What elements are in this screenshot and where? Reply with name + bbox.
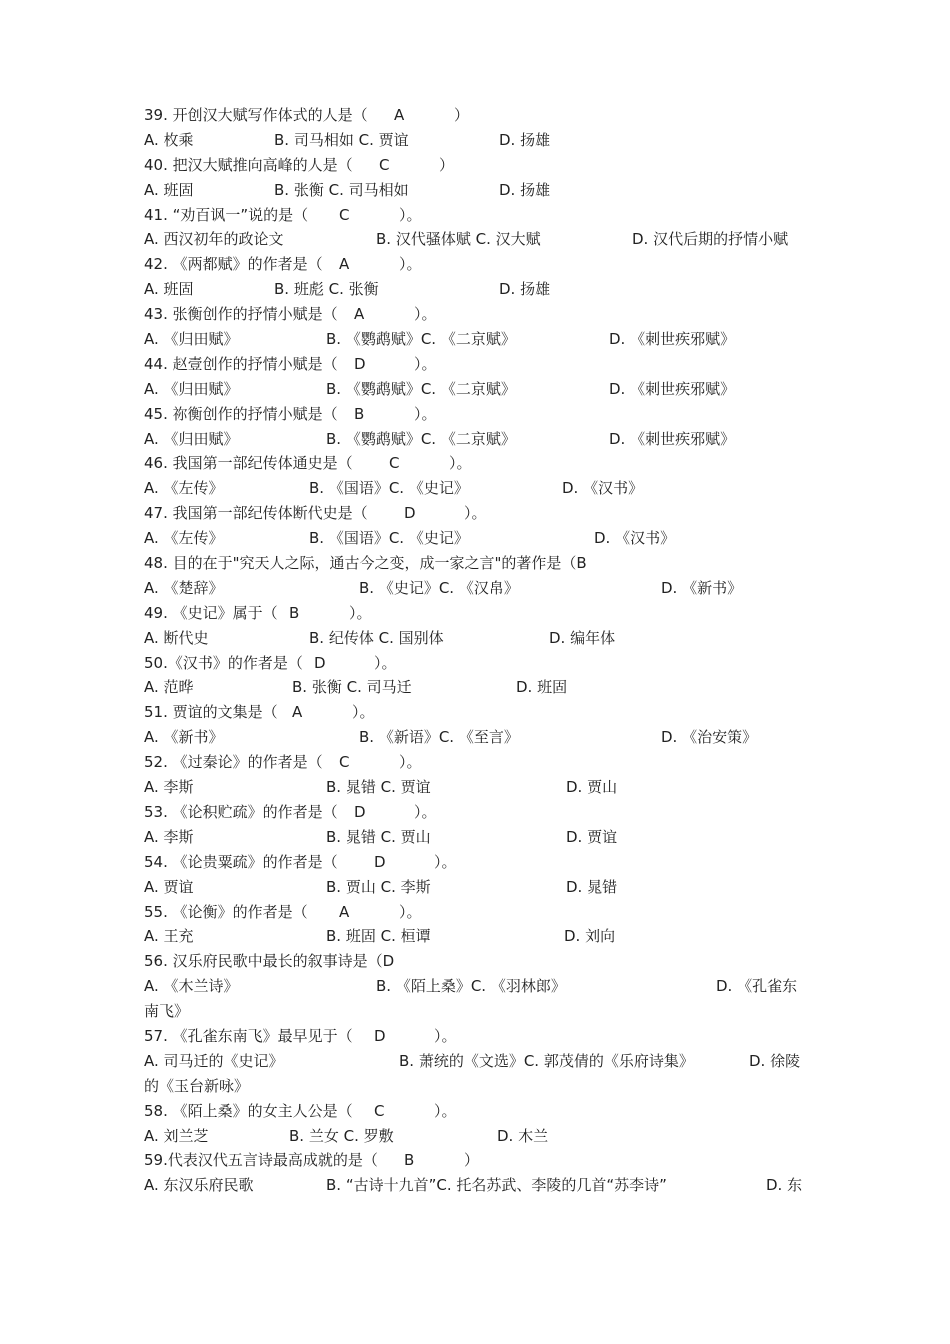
option-text: A. 东汉乐府民歌 (144, 1176, 254, 1195)
option-text: D. 徐陵 (749, 1051, 801, 1070)
question-close: ）。 (349, 603, 372, 622)
question-text: 58. 《陌上桑》的女主人公是（ (144, 1101, 353, 1120)
option-text: D. 刘向 (564, 927, 616, 946)
question-close: ）。 (399, 255, 422, 274)
option-text: A. 《楚辞》 (144, 578, 224, 597)
answer-letter: C (339, 753, 350, 772)
option-text: B. 萧统的《文选》C. 郭茂倩的《乐府诗集》 (399, 1051, 694, 1070)
options-line (144, 576, 814, 601)
option-text: A. 《木兰诗》 (144, 977, 239, 996)
question-text: 43. 张衡创作的抒情小赋是（ (144, 305, 338, 324)
question-close: ）。 (374, 653, 397, 672)
option-text: B. 《鹦鹉赋》C. 《二京赋》 (326, 429, 516, 448)
question-text: 53. 《论积贮疏》的作者是（ (144, 802, 338, 821)
question-text: 39. 开创汉大赋写作体式的人是（ (144, 106, 368, 124)
option-text: B. “古诗十九首”C. 托名苏武、李陵的几首“苏李诗” (326, 1176, 667, 1195)
options-line (144, 924, 814, 949)
option-text: A. 枚乘 (144, 130, 194, 149)
option-text: A. 西汉初年的政论文 (144, 230, 284, 249)
question-text: 44. 赵壹创作的抒情小赋是（ (144, 354, 338, 373)
question-close: ）。 (464, 504, 487, 523)
question-line (144, 750, 814, 775)
options-line (144, 427, 814, 452)
option-text: B. 贾山 C. 李斯 (326, 877, 431, 896)
option-text: A. 班固 (144, 180, 194, 199)
option-text: B. 汉代骚体赋 C. 汉大赋 (376, 230, 541, 249)
question-text: 42. 《两都赋》的作者是（ (144, 255, 323, 274)
option-text: D. 汉代后期的抒情小赋 (632, 230, 789, 249)
option-text: D. 《刺世疾邪赋》 (609, 379, 736, 398)
option-text: B. 《鹦鹉赋》C. 《二京赋》 (326, 330, 516, 349)
question-line (144, 850, 814, 875)
question-line (144, 153, 814, 178)
question-close: ）。 (449, 454, 472, 473)
option-text: B. 《新语》C. 《至言》 (359, 728, 519, 747)
option-text: A. 李斯 (144, 827, 194, 846)
option-text: D. 东 (766, 1176, 803, 1195)
answer-letter: A (339, 902, 350, 921)
option-text: D. 扬雄 (499, 130, 551, 149)
option-text: B. 纪传体 C. 国别体 (309, 628, 444, 647)
options-line (144, 1173, 814, 1198)
question-close: ）。 (414, 404, 437, 423)
option-text: D. 贾山 (566, 778, 618, 797)
question-line (144, 352, 814, 377)
question-text: 54. 《论贵粟疏》的作者是（ (144, 852, 338, 871)
option-text: B. 兰女 C. 罗敷 (289, 1126, 394, 1145)
question-text: 52. 《过秦论》的作者是（ (144, 753, 323, 772)
options-line (144, 227, 814, 252)
answer-letter: C (389, 454, 400, 473)
options-line (144, 1124, 814, 1149)
answer-letter: A (354, 305, 365, 324)
option-text: A. 范晔 (144, 678, 194, 697)
option-text: A. 《左传》 (144, 479, 224, 498)
option-text: A. 《归田赋》 (144, 429, 239, 448)
options-line (144, 526, 814, 551)
option-text: A. 贾谊 (144, 877, 194, 896)
option-text: A. 班固 (144, 280, 194, 299)
option-text: A. 《归田赋》 (144, 330, 239, 349)
option-text: D. 编年体 (549, 628, 616, 647)
question-close: ）。 (414, 802, 437, 821)
option-text: B. 《史记》C. 《汉帛》 (359, 578, 519, 597)
question-text: 56. 汉乐府民歌中最长的叙事诗是（D (144, 952, 395, 971)
options-line (144, 775, 814, 800)
question-text: 45. 祢衡创作的抒情小赋是（ (144, 404, 338, 423)
option-text: B. 班彪 C. 张衡 (274, 280, 379, 299)
answer-letter: C (374, 1101, 385, 1120)
answer-letter: A (292, 703, 303, 722)
question-close: ）。 (399, 753, 422, 772)
question-line (144, 501, 814, 526)
question-line (144, 1099, 814, 1124)
option-text: D. 贾谊 (566, 827, 618, 846)
options-line (144, 476, 814, 501)
option-text: D. 《孔雀东 (716, 977, 798, 996)
question-line (144, 900, 814, 925)
options-line (144, 178, 814, 203)
question-line (144, 252, 814, 277)
option-text: D. 《汉书》 (562, 479, 644, 498)
answer-letter: D (314, 653, 326, 672)
answer-letter: D (374, 1026, 386, 1045)
option-text: A. 《归田赋》 (144, 379, 239, 398)
answer-letter: C (339, 205, 350, 224)
option-text: A. 司马迁的《史记》 (144, 1051, 284, 1070)
question-line (144, 451, 814, 476)
question-line (144, 103, 814, 128)
option-continuation (144, 999, 814, 1024)
question-text: 57. 《孔雀东南飞》最早见于（ (144, 1026, 353, 1045)
question-close: ）。 (399, 205, 422, 224)
options-line (144, 128, 814, 153)
question-close: ）。 (434, 1101, 457, 1120)
question-text: 48. 目的在于"究天人之际，通古今之变，成一家之言"的著作是（B (144, 554, 587, 573)
option-text: A. 《新书》 (144, 728, 224, 747)
question-line (144, 1024, 814, 1049)
answer-letter: D (404, 504, 416, 523)
question-close: ）。 (434, 852, 457, 871)
question-line (144, 203, 814, 228)
option-text: D. 《刺世疾邪赋》 (609, 330, 736, 349)
question-close: ） (439, 155, 455, 174)
option-continuation-text: 南飞》 (144, 1002, 190, 1021)
question-line (144, 601, 814, 626)
question-text: 49. 《史记》属于（ (144, 603, 278, 622)
option-text: B. 晁错 C. 贾谊 (326, 778, 431, 797)
question-text: 40. 把汉大赋推向高峰的人是（ (144, 155, 353, 174)
options-line (144, 277, 814, 302)
answer-letter: A (339, 255, 350, 274)
option-text: D. 晁错 (566, 877, 618, 896)
question-close: ） (454, 106, 470, 124)
question-text: 41. “劝百讽一”说的是（ (144, 205, 309, 224)
option-text: D. 《新书》 (661, 578, 743, 597)
option-text: D. 《刺世疾邪赋》 (609, 429, 736, 448)
option-text: B. 《鹦鹉赋》C. 《二京赋》 (326, 379, 516, 398)
question-line (144, 302, 814, 327)
option-continuation-text: 的《玉台新咏》 (144, 1076, 250, 1095)
options-line (144, 626, 814, 651)
option-continuation (144, 1074, 814, 1099)
answer-letter: A (394, 106, 405, 124)
question-line (144, 1148, 814, 1173)
option-text: A. 《左传》 (144, 529, 224, 548)
answer-letter: B (289, 603, 300, 622)
question-line (144, 700, 814, 725)
options-line (144, 327, 814, 352)
question-line (144, 402, 814, 427)
question-text: 47. 我国第一部纪传体断代史是（ (144, 504, 368, 523)
answer-letter: C (379, 155, 390, 174)
option-text: A. 断代史 (144, 628, 209, 647)
question-close: ） (464, 1151, 480, 1170)
option-text: D. 班固 (516, 678, 568, 697)
options-line (144, 725, 814, 750)
option-text: A. 刘兰芝 (144, 1126, 209, 1145)
question-line (144, 651, 814, 676)
question-close: ）。 (352, 703, 375, 722)
options-line (144, 1049, 814, 1074)
question-text: 51. 贾谊的文集是（ (144, 703, 278, 722)
answer-letter: D (374, 852, 386, 871)
option-text: B. 《陌上桑》C. 《羽林郎》 (376, 977, 566, 996)
question-text: 46. 我国第一部纪传体通史是（ (144, 454, 353, 473)
option-text: B. 晁错 C. 贾山 (326, 827, 431, 846)
question-close: ）。 (414, 354, 437, 373)
option-text: B. 班固 C. 桓谭 (326, 927, 431, 946)
question-list (144, 103, 814, 1198)
option-text: D. 扬雄 (499, 280, 551, 299)
question-text: 59.代表汉代五言诗最高成就的是（ (144, 1151, 378, 1170)
question-close: ）。 (434, 1026, 457, 1045)
option-text: D. 扬雄 (499, 180, 551, 199)
options-line (144, 825, 814, 850)
option-text: D. 《汉书》 (594, 529, 676, 548)
option-text: B. 司马相如 C. 贾谊 (274, 130, 409, 149)
option-text: B. 张衡 C. 司马相如 (274, 180, 409, 199)
question-close: ）。 (399, 902, 422, 921)
options-line (144, 974, 814, 999)
option-text: D. 《治安策》 (661, 728, 758, 747)
option-text: B. 《国语》C. 《史记》 (309, 529, 469, 548)
options-line (144, 377, 814, 402)
question-close: ）。 (414, 305, 437, 324)
question-text: 50.《汉书》的作者是（ (144, 653, 303, 672)
option-text: D. 木兰 (497, 1126, 549, 1145)
answer-letter: D (354, 354, 366, 373)
answer-letter: B (404, 1151, 415, 1170)
answer-letter: D (354, 802, 366, 821)
option-text: B. 张衡 C. 司马迁 (292, 678, 412, 697)
option-text: B. 《国语》C. 《史记》 (309, 479, 469, 498)
question-line (144, 949, 814, 974)
question-line (144, 800, 814, 825)
question-line (144, 551, 814, 576)
option-text: A. 王充 (144, 927, 194, 946)
answer-letter: B (354, 404, 365, 423)
options-line (144, 875, 814, 900)
question-text: 55. 《论衡》的作者是（ (144, 902, 308, 921)
option-text: A. 李斯 (144, 778, 194, 797)
options-line (144, 675, 814, 700)
